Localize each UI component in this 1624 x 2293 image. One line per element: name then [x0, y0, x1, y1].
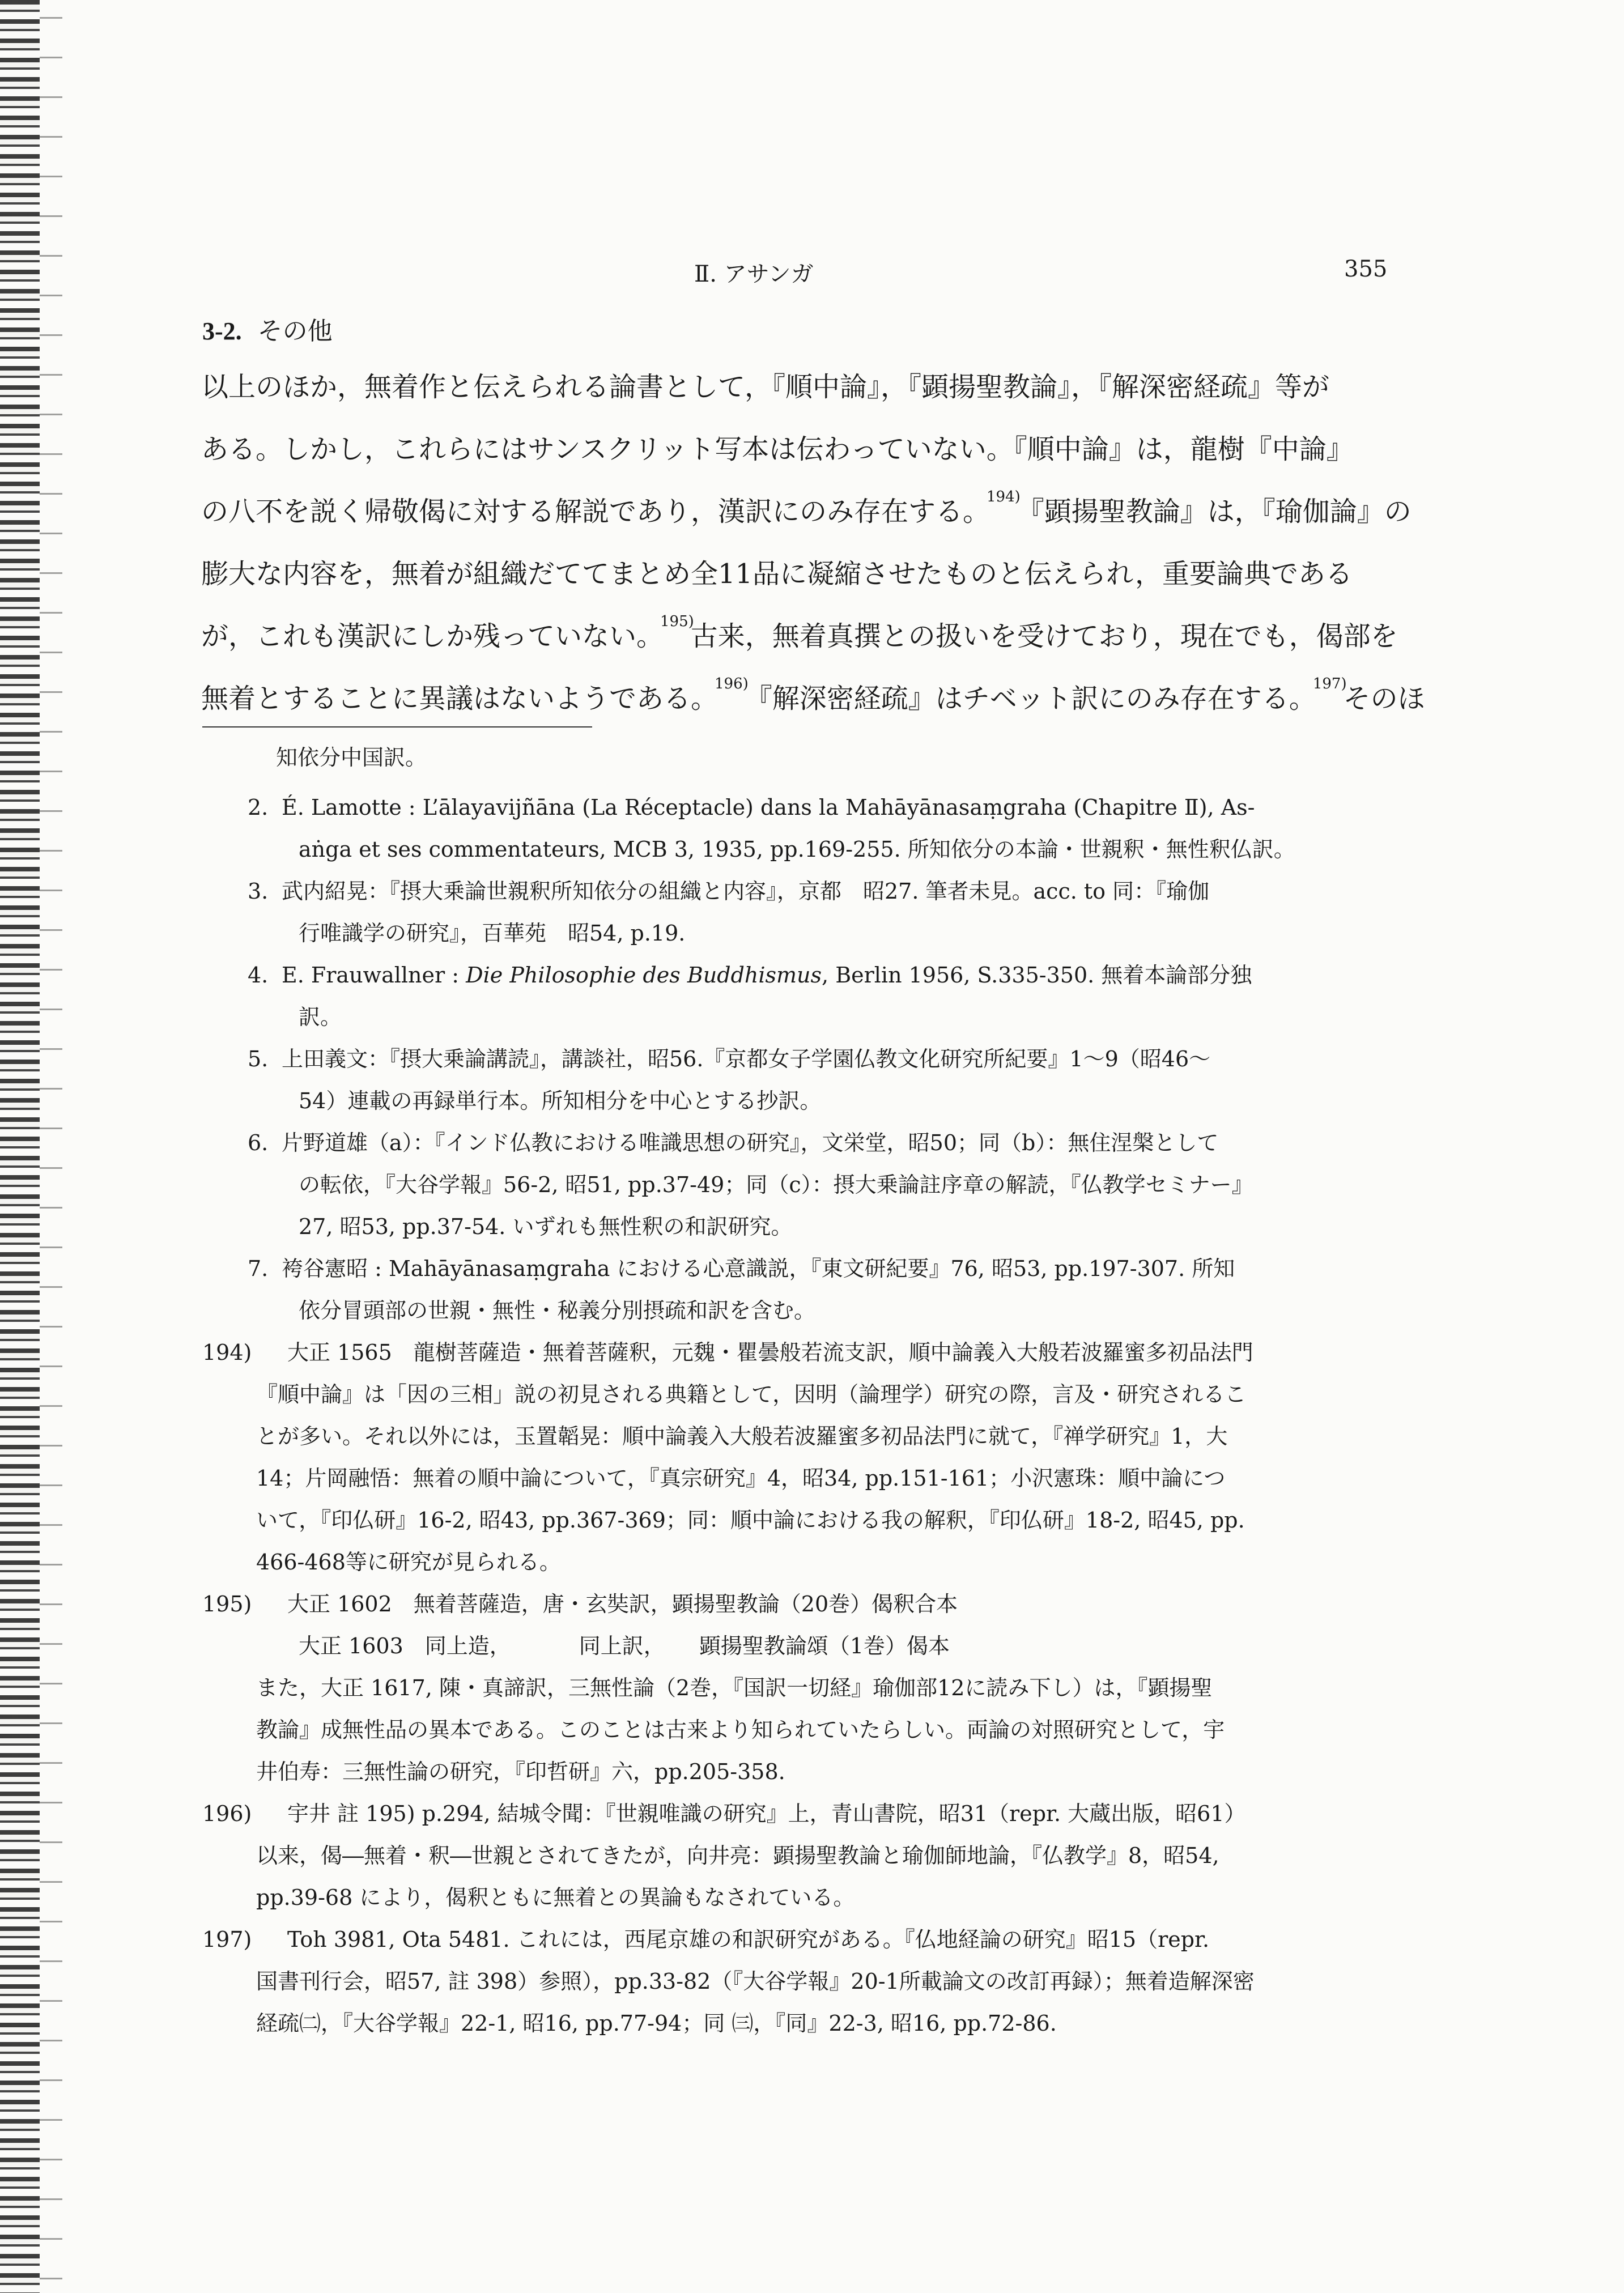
footnotes [202, 737, 1387, 2044]
note-text: 同上訳， [579, 1633, 665, 1658]
footnote-197 [202, 1918, 1387, 1960]
footnote-195 [202, 1583, 1387, 1625]
note-text: 大正 1603 同上造， [299, 1633, 511, 1658]
note-text: 武内紹晃：『摂大乗論世親釈所知依分の組織と内容』，京都 昭27. 筆者未見。acc. to 同：『瑜伽 [282, 879, 1210, 904]
body-line [201, 480, 1412, 543]
footnote-divider [202, 726, 592, 728]
header-title: Ⅱ. アサンガ [694, 261, 814, 287]
body-line: 以上のほか，無着作と伝えられる論書として，『順中論』，『顕揚聖教論』，『解深密経疏』等が [201, 371, 1330, 403]
note-text: 片野道雄（a）：『インド仏教における唯識思想の研究』，文栄堂，昭50；同（b）：無住涅槃として [282, 1130, 1219, 1155]
page-number: 355 [1344, 256, 1388, 282]
note-item-2 [202, 786, 1387, 828]
note-line [202, 1625, 1387, 1667]
note-text: 宇井 註 195) p.294, 結城令聞：『世親唯識の研究』上，青山書院，昭31（repr. 大蔵出版，昭61） [287, 1801, 1246, 1826]
note-text: Toh 3981, Ota 5481. これには，西尾京雄の和訳研究がある。『仏地経論の研究』昭15（repr. [287, 1927, 1210, 1952]
footnote-ref-195: 195) [660, 613, 694, 630]
note-line: 466-468等に研究が見られる。 [256, 1550, 561, 1575]
note-text: E. Frauwallner : [282, 963, 466, 988]
note-line: 国書刊行会，昭57, 註 398）参照），pp.33-82（『大谷学報』20-1所載論文の改訂再録）；無着造解深密 [256, 1969, 1255, 1994]
book-title: Die Philosophie des Buddhismus [466, 963, 822, 988]
note-line: pp.39-68 により，偈釈ともに無着との異論もなされている。 [256, 1885, 855, 1910]
note-line: 以来，偈―無着・釈―世親とされてきたが，向井亮：顕揚聖教論と瑜伽師地論，『仏教学』8，昭54, [256, 1843, 1219, 1868]
note-line: 依分冒頭部の世親・無性・秘義分別摂疏和訳を含む。 [299, 1298, 816, 1323]
note-line: 54）連載の再録単行本。所知相分を中心とする抄訳。 [299, 1088, 822, 1113]
footnote-ref-197: 197) [1312, 675, 1347, 692]
body-line [201, 605, 1398, 667]
note-line: また，大正 1617, 陳・真諦訳，三無性論（2巻，『国訳一切経』瑜伽部12に読み下し）は，『顕揚聖 [256, 1675, 1213, 1700]
note-line: 教論』成無性品の異本である。このことは古来より知られていたらしい。両論の対照研究として，宇 [256, 1717, 1225, 1742]
note-line: とが多い。それ以外には，玉置韜晃：順中論義入大般若波羅蜜多初品法門に就て，『禅学研究』1，大 [256, 1424, 1228, 1449]
note-number: 7. [248, 1256, 269, 1281]
scan-edge-marks [40, 0, 62, 2293]
note-text: , Berlin 1956, S.335-350. 無着本論部分独 [822, 963, 1252, 988]
body-text: が，これも漢訳にしか残っていない。 [201, 620, 664, 652]
note-item-7 [202, 1248, 1387, 1290]
footnote-number: 196) [202, 1801, 252, 1826]
note-line: 14；片岡融悟：無着の順中論について，『真宗研究』4，昭34, pp.151-161；小沢憲珠：順中論につ [256, 1466, 1226, 1491]
note-item-3 [202, 870, 1387, 912]
note-text: 袴谷憲昭 : Mahāyānasaṃgraha における心意識説，『東文研紀要』76, 昭53, pp.197-307. 所知 [282, 1256, 1235, 1281]
body-line: 膨大な内容を，無着が組織だててまとめ全11品に凝縮させたものと伝えられ，重要論典である [201, 558, 1353, 590]
note-line: 『順中論』は「因の三相」説の初見される典籍として，因明（論理学）研究の際，言及・研究されるこ [256, 1382, 1247, 1407]
body-text: 『顕揚聖教論』は，『瑜伽論』の [1017, 496, 1412, 527]
note-line: 行唯識学の研究』，百華苑 昭54, p.19. [299, 921, 686, 946]
footnote-196 [202, 1793, 1387, 1835]
note-number: 4. [248, 963, 269, 988]
note-text: 大正 1565 龍樹菩薩造・無着菩薩釈，元魏・瞿曇般若流支訳，順中論義入大般若波羅蜜多初品法門 [287, 1340, 1253, 1365]
footnote-194 [202, 1331, 1387, 1373]
body-text: 無着とすることに異議はないようである。 [201, 683, 719, 714]
footnote-number: 194) [202, 1340, 252, 1365]
note-line: の転依，『大谷学報』56-2, 昭51, pp.37-49；同（c）：摂大乗論註序章の解読，『仏教学セミナー』 [299, 1172, 1253, 1197]
note-item-6 [202, 1122, 1387, 1164]
footnote-ref-194: 194) [987, 488, 1021, 505]
body-text: 『解深密経疏』はチベット訳にのみ存在する。 [745, 683, 1316, 714]
body-line [201, 667, 1425, 730]
note-text: É. Lamotte : L’ālayavijñāna (La Réceptacle) dans la Mahāyānasaṃgraha (Chapitre Ⅱ), As- [282, 795, 1255, 820]
body-paragraph [201, 356, 1425, 730]
note-line: 知依分中国訳。 [276, 745, 427, 770]
section-number: 3-2. [202, 317, 242, 345]
note-number: 6. [248, 1130, 269, 1155]
footnote-number: 197) [202, 1927, 252, 1952]
note-text: 上田義文：『摂大乗論講読』，講談社，昭56.『京都女子学園仏教文化研究所紀要』1～9（昭46～ [282, 1046, 1211, 1071]
note-line: 27, 昭53, pp.37-54. いずれも無性釈の和訳研究。 [299, 1214, 793, 1239]
note-line: いて，『印仏研』16-2, 昭43, pp.367-369；同：順中論における我の解釈，『印仏研』18-2, 昭45, pp. [256, 1508, 1245, 1533]
note-text: 大正 1602 無着菩薩造，唐・玄奘訳，顕揚聖教論（20巻）偈釈合本 [287, 1592, 958, 1616]
note-text: 顕揚聖教論頌（1巻）偈本 [699, 1633, 950, 1658]
section-heading [202, 310, 333, 347]
body-text: の八不を説く帰敬偈に対する解説であり，漢訳にのみ存在する。 [201, 496, 990, 527]
body-text: そのほ [1343, 683, 1425, 714]
note-line: 訳。 [299, 1005, 342, 1029]
scan-edge-shadow [0, 0, 40, 2293]
body-line: ある。しかし，これらにはサンスクリット写本は伝わっていない。『順中論』は，龍樹『中論』 [201, 433, 1354, 465]
note-line: 経疏㈡，『大谷学報』22-1, 昭16, pp.77-94；同 ㈢，『同』22-3, 昭16, pp.72-86. [256, 2011, 1057, 2036]
footnote-number: 195) [202, 1592, 252, 1616]
note-item-5 [202, 1038, 1387, 1080]
note-number: 3. [248, 879, 269, 904]
body-text: 古来，無着真撰との扱いを受けており，現在でも，偈部を [690, 620, 1398, 652]
section-title: その他 [257, 317, 333, 346]
note-item-4 [202, 954, 1387, 996]
running-header [0, 256, 1624, 290]
note-number: 5. [248, 1046, 269, 1071]
note-number: 2. [248, 795, 269, 820]
footnote-ref-196: 196) [715, 675, 749, 692]
note-line: 井伯寿：三無性論の研究，『印哲研』六，pp.205-358. [256, 1759, 785, 1784]
note-line: aṅga et ses commentateurs, MCB 3, 1935, pp.169-255. 所知依分の本論・世親釈・無性釈仏訳。 [299, 837, 1295, 862]
